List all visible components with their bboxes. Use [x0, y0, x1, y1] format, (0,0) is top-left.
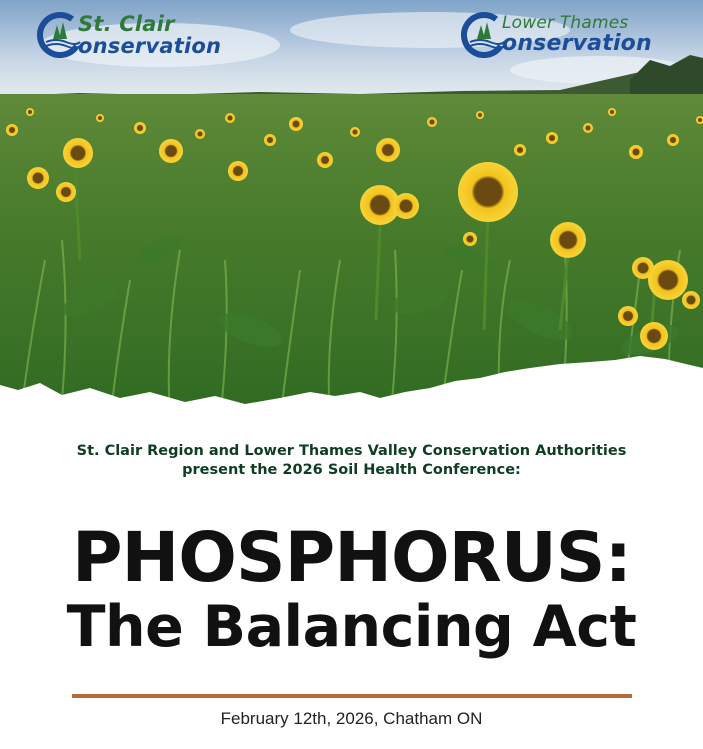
event-date-location: February 12th, 2026, Chatham ON: [220, 709, 483, 728]
title-line-2: The Balancing Act: [66, 594, 637, 660]
accent-divider: [72, 694, 632, 698]
title-line-1: PHOSPHORUS:: [71, 518, 632, 598]
logo-right-line2: onservation: [502, 31, 652, 56]
intro-line-1: St. Clair Region and Lower Thames Valley Conservation Authorities: [76, 443, 627, 459]
conference-intro: [0, 442, 703, 480]
logo-left-line1: St. Clair: [78, 11, 175, 36]
intro-line-2: present the 2026 Soil Health Conference:: [182, 462, 521, 478]
lower-thames-conservation-logo: [460, 12, 652, 58]
logo-right-line1: Lower Thames: [502, 13, 629, 33]
logo-left-line2: onservation: [78, 33, 222, 58]
st-clair-conservation-logo: [36, 12, 221, 58]
